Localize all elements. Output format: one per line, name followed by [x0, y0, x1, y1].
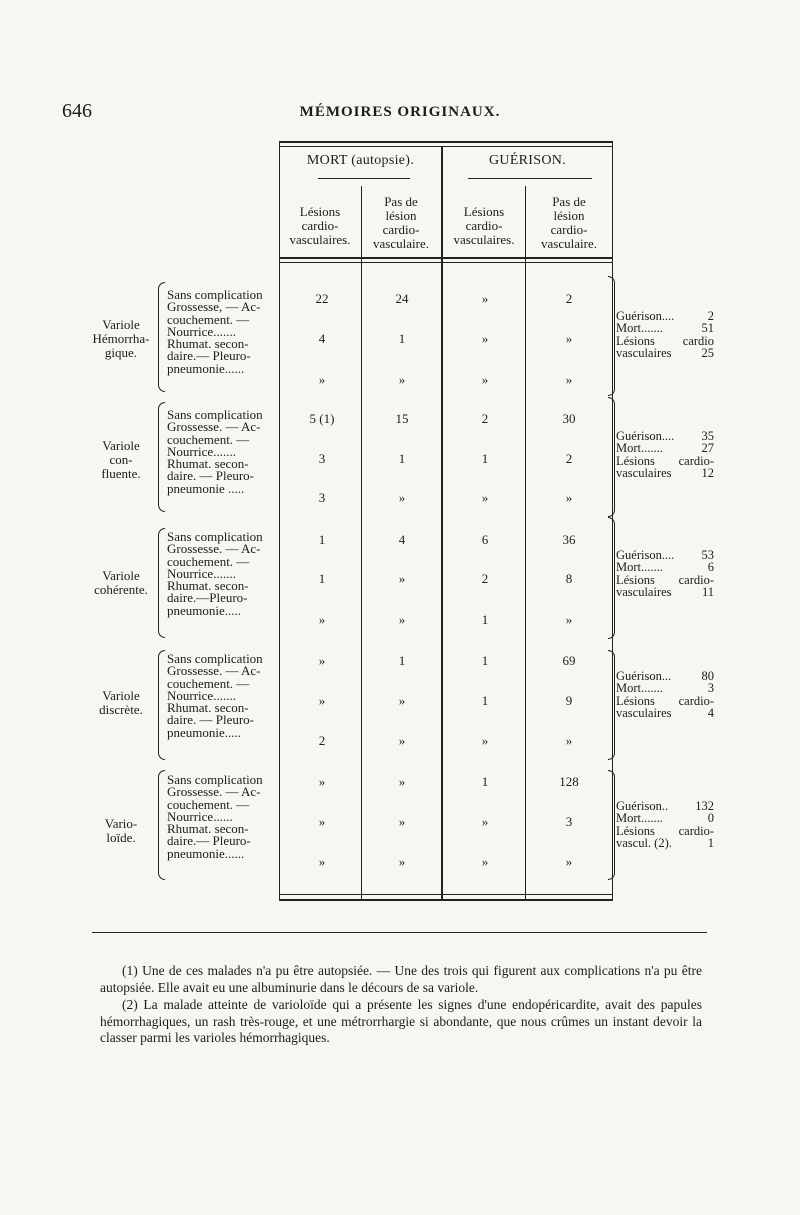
cell: » [318, 693, 326, 708]
row-brace-left [158, 650, 165, 760]
cell: » [398, 814, 406, 829]
cell: 3 [565, 814, 573, 829]
group-header-guerison: GUÉRISON. [489, 153, 566, 168]
cell: » [318, 774, 326, 789]
running-title: MÉMOIRES ORIGINAUX. [299, 104, 501, 120]
footnote-1: (1) Une de ces malades n'a pu être autopsiée. — Une des trois qui figurent aux complications n'a pu être autopsiée. Elle avait eu une albuminurie dans le décours de sa variole. [100, 963, 702, 995]
cell: 4 [398, 532, 406, 547]
cell: 15 [395, 411, 409, 426]
row-brace-right [608, 650, 615, 760]
cell: 22 [315, 291, 329, 306]
cell: » [565, 331, 573, 346]
cell: » [481, 291, 489, 306]
table-bottom-rule [279, 894, 613, 895]
cell: » [318, 372, 326, 387]
cell: 1 [481, 653, 489, 668]
row-summary: Guérison.... 35 Mort....... 27 Lésions cardio- vasculaires 12 [616, 429, 714, 480]
row-complications: Sans complication Grossesse. — Ac- couchement. — Nourrice....... Rhumat. secon- daire.—Pleuro- pneumonie..... [167, 529, 263, 618]
cell: 1 [318, 571, 326, 586]
col-divider-center [441, 147, 443, 901]
cell: 1 [481, 774, 489, 789]
group-underline-guerison [468, 178, 592, 179]
cell: 128 [559, 774, 579, 789]
cell: 1 [481, 612, 489, 627]
cell: 5 (1) [309, 411, 335, 426]
col-header-2: Pas de lésion cardio- vasculaire. [373, 194, 429, 251]
cell: » [398, 854, 406, 869]
cell: » [318, 854, 326, 869]
row-complications: Sans complication Grossesse. — Ac- couchement. — Nourrice....... Rhumat. secon- daire. — Pleuro- pneumonie ..... [167, 407, 263, 496]
row-complications: Sans complication Grossesse. — Ac- couchement. — Nourrice....... Rhumat. secon- daire. — Pleuro- pneumonie..... [167, 651, 263, 740]
page-number: 646 [62, 100, 92, 122]
row-category: Vario- loïde. [104, 816, 138, 845]
cell: 8 [565, 571, 573, 586]
cell: 1 [398, 331, 406, 346]
cell: 6 [481, 532, 489, 547]
cell: » [481, 814, 489, 829]
group-underline-mort [318, 178, 410, 179]
cell: » [481, 490, 489, 505]
cell: 9 [565, 693, 573, 708]
row-category: Variole discrète. [99, 688, 143, 717]
row-brace-left [158, 770, 165, 880]
cell: 30 [562, 411, 576, 426]
row-summary: Guérison.. 132 Mort....... 0 Lésions cardio- vascul. (2). 1 [616, 799, 714, 850]
row-brace-right [608, 517, 615, 639]
row-category: Variole Hémorrha- gique. [92, 317, 150, 360]
row-complications: Sans complication Grossesse. — Ac- couchement. — Nourrice...... Rhumat. secon- daire.— Pleuro- pneumonie...... [167, 772, 263, 861]
col-header-3: Lésions cardio- vasculaires. [453, 204, 515, 247]
cell: 1 [318, 532, 326, 547]
cell: 2 [318, 733, 326, 748]
cell: 3 [318, 451, 326, 466]
cell: » [565, 733, 573, 748]
table-top-rule [279, 141, 613, 143]
cell: 2 [565, 451, 573, 466]
row-category: Variole cohérente. [94, 568, 148, 597]
footnote-2: (2) La malade atteinte de varioloïde qui a présente les signes d'une endopéricardite, avait des papules hémorrhagiques, un rash très-rouge, et une métrorrhargie si abondante, que nous crûmes un instant devoir la classer parmi les varioles hémorrhagiques. [100, 997, 702, 1045]
row-summary: Guérison.... 2 Mort....... 51 Lésions cardio vasculaires 25 [616, 309, 714, 360]
cell: » [481, 733, 489, 748]
cell: 3 [318, 490, 326, 505]
cell: » [565, 372, 573, 387]
header-bottom-rule [279, 257, 613, 259]
cell: » [318, 612, 326, 627]
col-header-1: Lésions cardio- vasculaires. [289, 204, 351, 247]
cell: 1 [398, 653, 406, 668]
col-header-4: Pas de lésion cardio- vasculaire. [541, 194, 597, 251]
row-summary: Guérison... 80 Mort....... 3 Lésions cardio- vasculaires 4 [616, 669, 714, 720]
cell: 4 [318, 331, 326, 346]
row-summary: Guérison.... 53 Mort....... 6 Lésions cardio- vasculaires 11 [616, 548, 714, 599]
cell: » [398, 372, 406, 387]
row-brace-right [608, 276, 615, 396]
row-brace-left [158, 402, 165, 512]
cell: » [481, 854, 489, 869]
col-divider-1 [361, 186, 362, 901]
cell: » [481, 331, 489, 346]
col-divider-3 [525, 186, 526, 901]
table-bottom-rule-thick [279, 899, 613, 901]
row-complications: Sans complication Grossesse, — Ac- couchement. — Nourrice....... Rhumat. secon- daire.— Pleuro- pneumonie...... [167, 287, 263, 376]
cell: » [398, 774, 406, 789]
header-bottom-rule-thin [279, 262, 613, 263]
cell: 2 [481, 411, 489, 426]
row-brace-right [608, 397, 615, 517]
row-brace-right [608, 770, 615, 880]
cell: 69 [562, 653, 576, 668]
cell: » [318, 814, 326, 829]
cell: 36 [562, 532, 576, 547]
cell: » [565, 490, 573, 505]
cell: » [398, 612, 406, 627]
row-brace-left [158, 528, 165, 638]
cell: » [398, 733, 406, 748]
cell: » [398, 693, 406, 708]
cell: » [398, 490, 406, 505]
footnote-separator [92, 932, 707, 933]
cell: 2 [565, 291, 573, 306]
cell: » [565, 854, 573, 869]
row-brace-left [158, 282, 165, 392]
cell: 1 [398, 451, 406, 466]
cell: » [565, 612, 573, 627]
cell: 24 [395, 291, 409, 306]
cell: 2 [481, 571, 489, 586]
cell: » [318, 653, 326, 668]
row-category: Variole con- fluente. [101, 438, 141, 481]
group-header-mort: MORT (autopsie). [306, 153, 415, 168]
table-left-rule [279, 141, 280, 901]
cell: » [481, 372, 489, 387]
table-top-rule-thin [279, 146, 613, 147]
cell: 1 [481, 451, 489, 466]
cell: 1 [481, 693, 489, 708]
cell: » [398, 571, 406, 586]
